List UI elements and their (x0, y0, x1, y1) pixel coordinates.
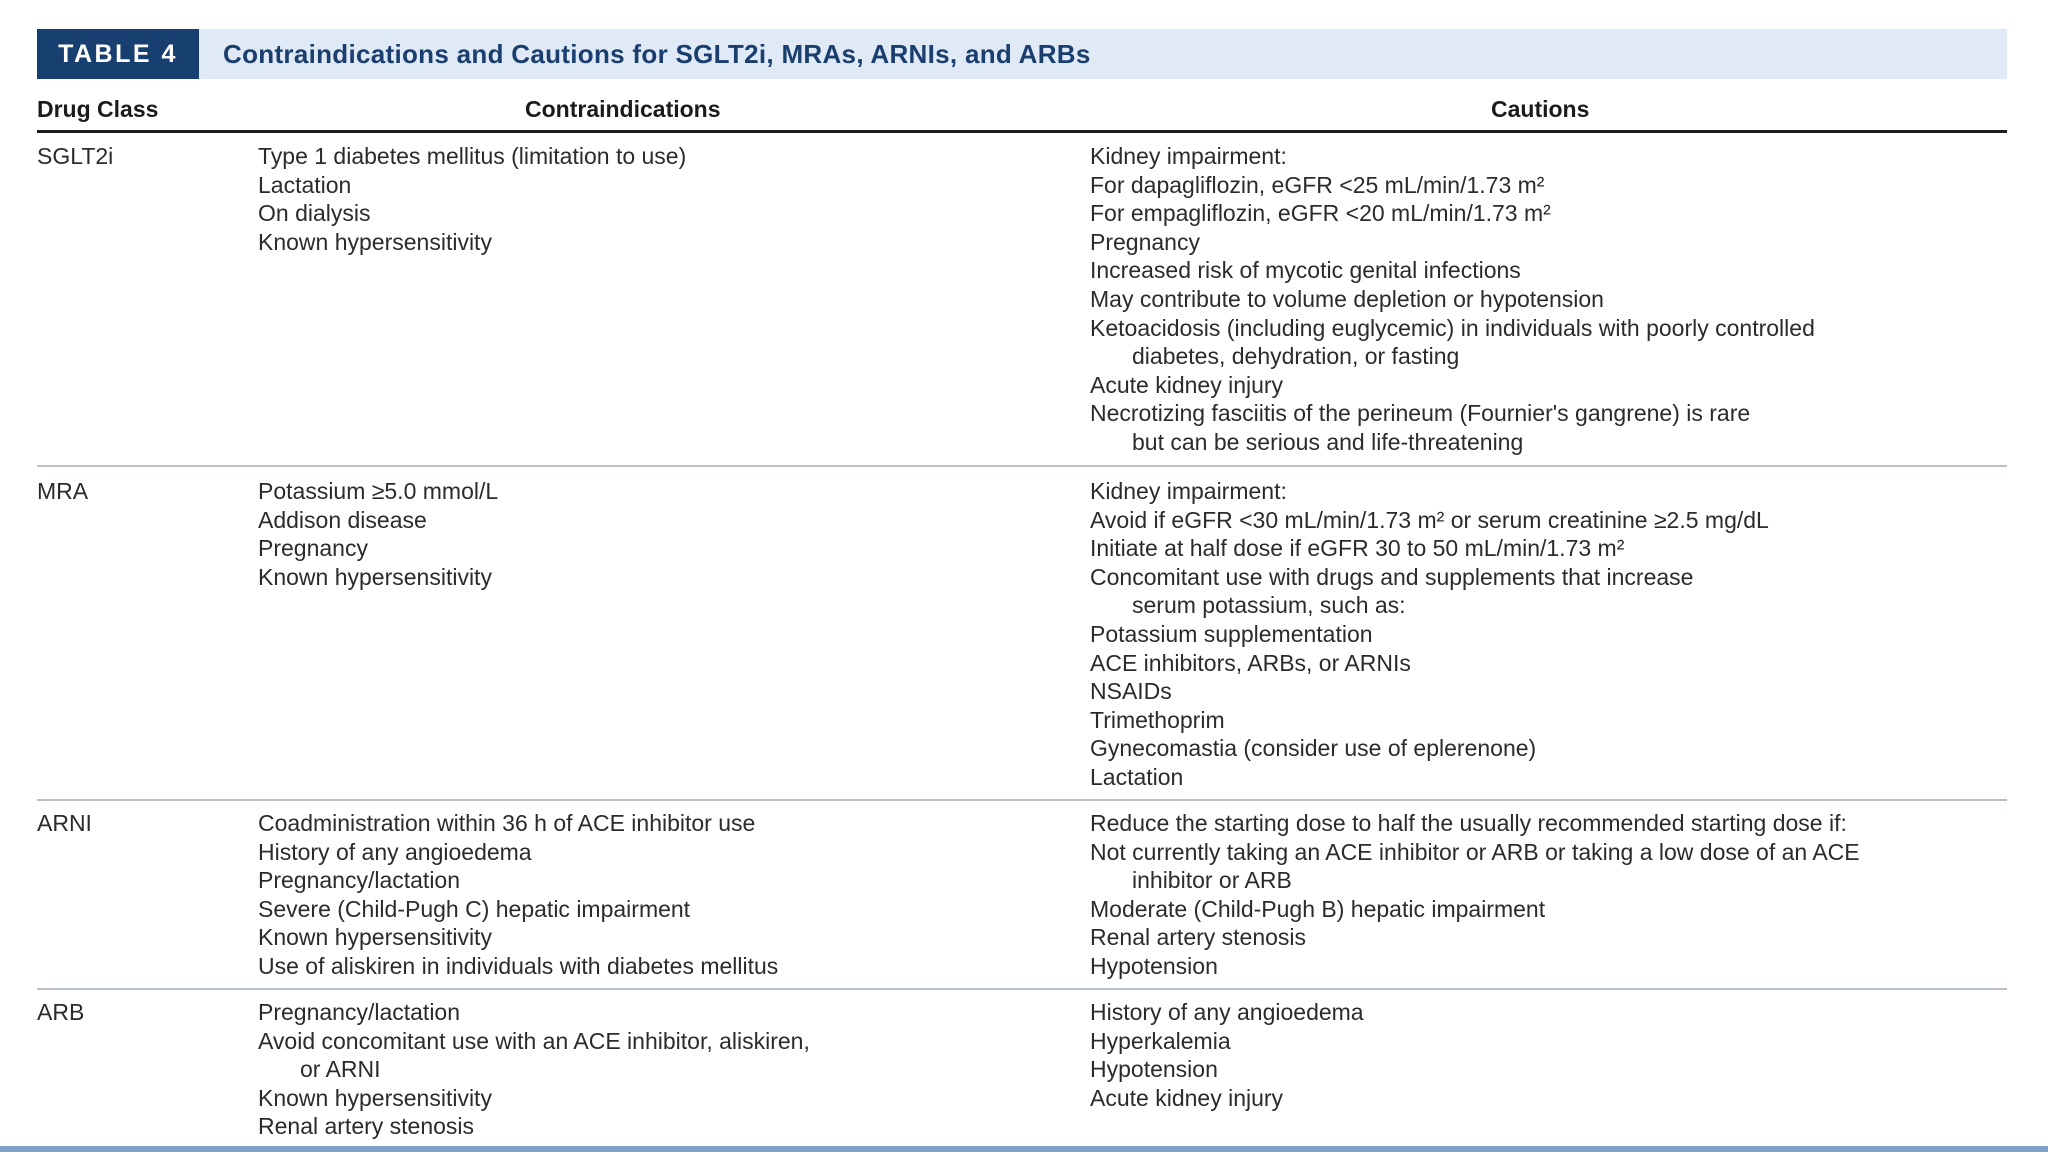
caution-item: Pregnancy (1090, 228, 1200, 255)
drug-class-cell: ARB (37, 999, 85, 1025)
caution-item: ACE inhibitors, ARBs, or ARNIs (1090, 649, 1411, 676)
caution-item: History of any angioedema (1090, 999, 1364, 1025)
cautions-cell (1090, 477, 2010, 792)
contraindication-item: Known hypersensitivity (258, 924, 492, 951)
caution-item: Reduce the starting dose to half the usually recommended starting dose if: (1090, 810, 1847, 836)
table-header-row (37, 92, 2007, 130)
header-cautions: Cautions (1491, 96, 1590, 122)
contraindication-item: Potassium ≥5.0 mmol/L (258, 478, 499, 504)
caution-item: Increased risk of mycotic genital infections (1090, 257, 1521, 284)
contraindications-cell (258, 477, 1058, 591)
contraindication-item: Pregnancy (258, 535, 368, 562)
contraindication-item: Known hypersensitivity (258, 1084, 492, 1111)
table-title-bar (37, 29, 2007, 79)
caution-item: Acute kidney injury (1090, 371, 1284, 398)
drug-class-cell: SGLT2i (37, 143, 114, 169)
contraindication-item: On dialysis (258, 200, 371, 227)
caution-item: Kidney impairment: (1090, 143, 1287, 169)
caution-item: Renal artery stenosis (1090, 924, 1307, 951)
caution-item: Avoid if eGFR <30 mL/min/1.73 m² or serum creatinine ≥2.5 mg/dL (1090, 506, 1769, 533)
contraindication-item: Use of aliskiren in individuals with diabetes mellitus (258, 952, 779, 979)
contraindication-item: Addison disease (258, 506, 427, 533)
caution-item-continued: but can be serious and life-threatening (1132, 428, 1524, 455)
table-number-badge: TABLE 4 (37, 29, 199, 79)
caution-item-continued: diabetes, dehydration, or fasting (1132, 343, 1460, 370)
row-divider (37, 465, 2007, 467)
caution-item: Hypotension (1090, 952, 1218, 979)
contraindications-cell (258, 998, 1058, 1141)
caution-item: Potassium supplementation (1090, 620, 1373, 647)
header-drug-class: Drug Class (37, 96, 159, 122)
bottom-edge-strip (0, 1146, 2048, 1152)
caution-item: Moderate (Child-Pugh B) hepatic impairment (1090, 895, 1546, 922)
header-contraindications: Contraindications (525, 96, 721, 122)
contraindications-cell (258, 142, 1058, 256)
header-rule (37, 130, 2007, 133)
caution-item: Not currently taking an ACE inhibitor or ARB or taking a low dose of an ACE (1090, 838, 1860, 865)
contraindication-item-continued: or ARNI (300, 1056, 381, 1083)
cautions-cell (1090, 998, 2010, 1112)
caution-item-continued: inhibitor or ARB (1132, 867, 1292, 894)
contraindications-cell (258, 809, 1058, 981)
caution-item: Gynecomastia (consider use of eplerenone) (1090, 735, 1537, 762)
contraindication-item: Coadministration within 36 h of ACE inhibitor use (258, 810, 756, 836)
caution-item: Ketoacidosis (including euglycemic) in individuals with poorly controlled (1090, 314, 1815, 341)
caution-item: Necrotizing fasciitis of the perineum (Fournier's gangrene) is rare (1090, 400, 1751, 427)
contraindication-item: History of any angioedema (258, 838, 532, 865)
caution-item: Hyperkalemia (1090, 1027, 1231, 1054)
cautions-cell (1090, 142, 2010, 457)
caution-item: For dapagliflozin, eGFR <25 mL/min/1.73 m² (1090, 171, 1545, 198)
caution-item: For empagliflozin, eGFR <20 mL/min/1.73 m² (1090, 200, 1551, 227)
caution-item: NSAIDs (1090, 678, 1172, 705)
caution-item: Initiate at half dose if eGFR 30 to 50 mL/min/1.73 m² (1090, 535, 1625, 562)
table-title: Contraindications and Cautions for SGLT2i, MRAs, ARNIs, and ARBs (223, 38, 1091, 69)
contraindication-item: Known hypersensitivity (258, 228, 492, 255)
contraindication-item: Pregnancy/lactation (258, 999, 461, 1025)
caution-item-continued: serum potassium, such as: (1132, 592, 1406, 619)
caution-item: Hypotension (1090, 1056, 1218, 1083)
cautions-cell (1090, 809, 2010, 981)
caution-item: Acute kidney injury (1090, 1084, 1284, 1111)
caution-item: Kidney impairment: (1090, 478, 1287, 504)
row-divider (37, 799, 2007, 801)
contraindication-item: Lactation (258, 171, 352, 198)
contraindication-item: Pregnancy/lactation (258, 867, 461, 894)
contraindication-item: Avoid concomitant use with an ACE inhibitor, aliskiren, (258, 1027, 810, 1054)
contraindication-item: Known hypersensitivity (258, 563, 492, 590)
contraindication-item: Renal artery stenosis (258, 1113, 475, 1140)
caution-item: Lactation (1090, 763, 1184, 790)
contraindication-item: Severe (Child-Pugh C) hepatic impairment (258, 895, 691, 922)
caution-item: Trimethoprim (1090, 706, 1225, 733)
drug-class-cell: MRA (37, 478, 89, 504)
contraindication-item: Type 1 diabetes mellitus (limitation to use) (258, 143, 687, 169)
caution-item: Concomitant use with drugs and supplements that increase (1090, 563, 1694, 590)
drug-class-cell: ARNI (37, 810, 92, 836)
caution-item: May contribute to volume depletion or hypotension (1090, 285, 1604, 312)
row-divider (37, 988, 2007, 990)
